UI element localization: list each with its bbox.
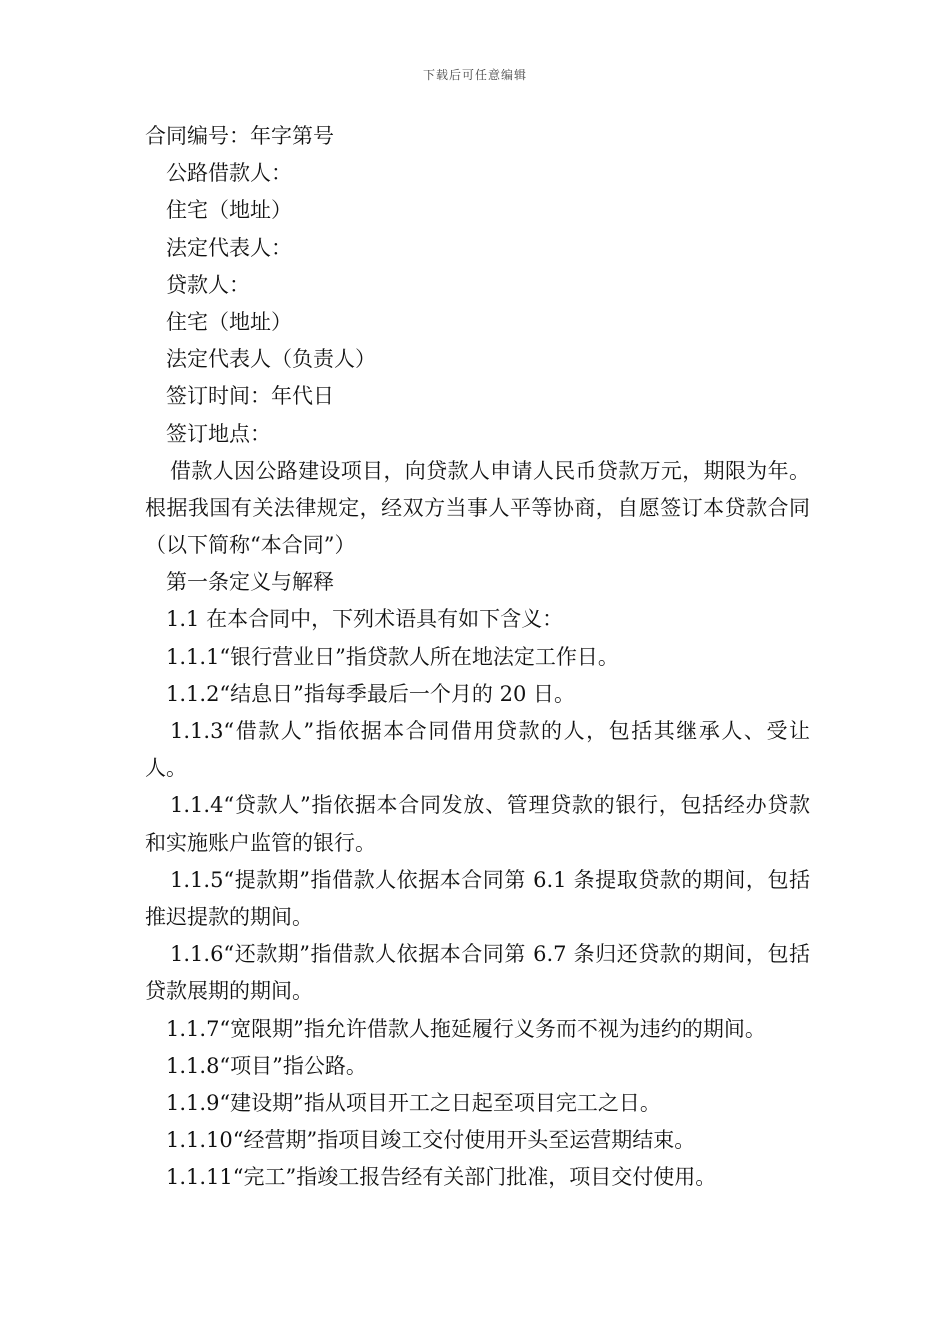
header-note: 下载后可任意编辑 [422, 68, 527, 82]
borrower-representative-field: 法定代表人： [166, 235, 292, 260]
contract-body [145, 118, 810, 1197]
clause-1-1-6: 1.1.6“还款期”指借款人依据本合同第 6.7 条归还贷款的期间，包括贷款展期的期间。 [145, 942, 810, 1004]
preamble-paragraph: 借款人因公路建设项目，向贷款人申请人民币贷款万元，期限为年。根据我国有关法律规定，经双方当事人平等协商，自愿签订本贷款合同（以下简称“本合同”） [145, 458, 810, 558]
clause-1-1-4: 1.1.4“贷款人”指依据本合同发放、管理贷款的银行，包括经办贷款和实施账户监管的银行。 [145, 793, 810, 855]
clause-1-1-1: 1.1.1“银行营业日”指贷款人所在地法定工作日。 [166, 644, 619, 669]
clause-1-1-9: 1.1.9“建设期”指从项目开工之日起至项目完工之日。 [166, 1091, 661, 1116]
clause-1-1: 1.1 在本合同中，下列术语具有如下含义： [166, 607, 564, 632]
clause-1-1-2: 1.1.2“结息日”指每季最后一个月的 20 日。 [166, 681, 575, 706]
clause-1-1-10: 1.1.10“经营期”指项目竣工交付使用开头至运营期结束。 [166, 1128, 696, 1153]
signing-time-field: 签订时间：年代日 [166, 384, 334, 409]
lender-field: 贷款人： [166, 272, 250, 297]
contract-number: 合同编号：年字第号 [145, 124, 334, 148]
borrower-field: 公路借款人： [166, 161, 292, 186]
clause-1-1-8: 1.1.8“项目”指公路。 [166, 1053, 367, 1078]
borrower-address-field: 住宅（地址） [166, 198, 292, 223]
signing-place-field: 签订地点： [166, 421, 271, 446]
lender-representative-field: 法定代表人（负责人） [166, 347, 376, 372]
clause-1-1-3: 1.1.3“借款人”指依据本合同借用贷款的人，包括其继承人、受让人。 [145, 719, 810, 781]
clause-1-1-11: 1.1.11“完工”指竣工报告经有关部门批准，项目交付使用。 [166, 1165, 717, 1190]
article-1-title: 第一条定义与解释 [166, 570, 334, 595]
clause-1-1-7: 1.1.7“宽限期”指允许借款人拖延履行义务而不视为违约的期间。 [166, 1016, 766, 1041]
lender-address-field: 住宅（地址） [166, 309, 292, 334]
clause-1-1-5: 1.1.5“提款期”指借款人依据本合同第 6.1 条提取贷款的期间，包括推迟提款的期间。 [145, 867, 810, 930]
